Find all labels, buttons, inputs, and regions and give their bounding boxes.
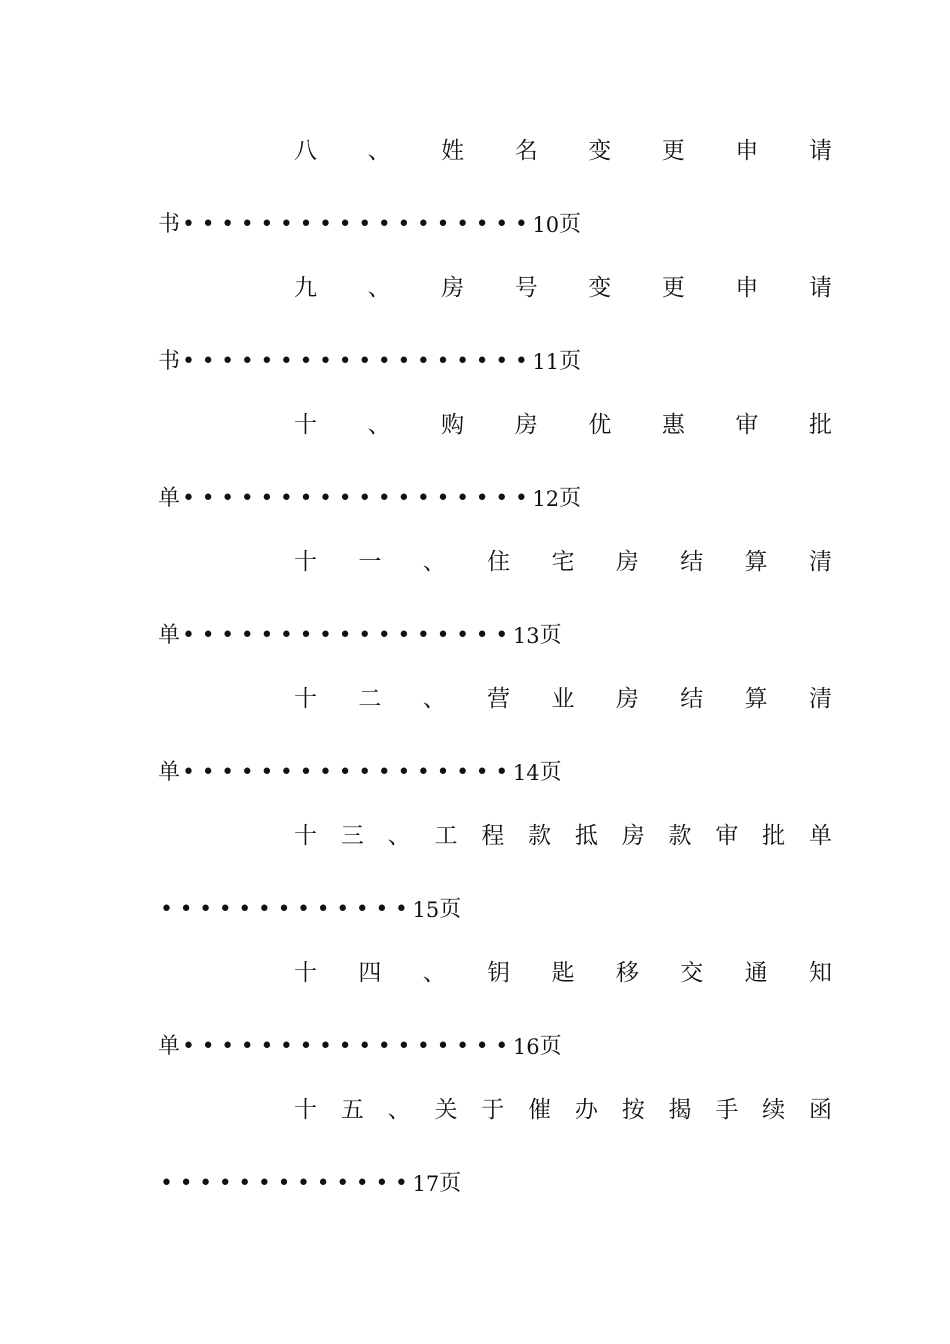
title-char: 姓 <box>441 138 465 164</box>
title-char: 房 <box>615 549 639 575</box>
title-tail-char: 单 <box>158 760 181 785</box>
title-char: 款 <box>528 823 552 849</box>
title-char: 知 <box>809 960 832 986</box>
page-number: 14 <box>512 761 540 785</box>
title-char: 程 <box>481 823 505 849</box>
title-char: 申 <box>735 275 759 301</box>
title-char: 、 <box>422 686 446 712</box>
title-char: 更 <box>661 275 685 301</box>
title-char: 清 <box>809 686 832 712</box>
title-tail-char: 单 <box>158 486 181 511</box>
page-number: 11 <box>532 350 560 374</box>
title-tail-char: 单 <box>158 623 181 648</box>
page-unit: 页 <box>559 349 582 374</box>
title-char: 房 <box>621 823 645 849</box>
title-char: 请 <box>808 275 832 301</box>
title-char: 款 <box>668 823 692 849</box>
title-tail-char: 单 <box>158 1034 181 1059</box>
title-char: 名 <box>514 138 538 164</box>
dot-leader: •••••••••••••••••• <box>182 349 535 374</box>
title-char: 函 <box>808 1097 832 1123</box>
page-unit: 页 <box>439 1171 462 1196</box>
title-char: 惠 <box>661 412 685 438</box>
dot-leader: ••••••••••••• <box>160 897 415 922</box>
title-char: 移 <box>615 960 639 986</box>
title-char: 业 <box>551 686 575 712</box>
title-char: 十 <box>294 960 317 986</box>
page-unit: 页 <box>539 623 562 648</box>
title-char: 申 <box>735 138 759 164</box>
dot-leader: •••••••••••••••••• <box>182 486 535 511</box>
title-char: 算 <box>744 686 768 712</box>
title-char: 变 <box>588 138 612 164</box>
title-char: 单 <box>808 823 832 849</box>
title-char: 二 <box>358 686 382 712</box>
title-char: 清 <box>809 549 832 575</box>
title-tail-char: 书 <box>158 212 181 237</box>
dot-leader: ••••••••••••••••• <box>182 1034 515 1059</box>
title-char: 审 <box>735 412 759 438</box>
page-unit: 页 <box>439 897 462 922</box>
title-char: 结 <box>680 686 704 712</box>
title-char: 审 <box>715 823 739 849</box>
title-char: 请 <box>808 138 832 164</box>
title-char: 五 <box>340 1097 364 1123</box>
title-char: 通 <box>744 960 768 986</box>
title-char: 十 <box>294 549 317 575</box>
title-char: 一 <box>358 549 382 575</box>
page-number: 13 <box>512 624 540 648</box>
title-char: 号 <box>514 275 538 301</box>
title-char: 三 <box>340 823 364 849</box>
title-char: 房 <box>441 275 465 301</box>
title-char: 批 <box>808 412 832 438</box>
title-char: 结 <box>680 549 704 575</box>
title-char: 续 <box>762 1097 786 1123</box>
title-char: 宅 <box>551 549 575 575</box>
title-char: 十 <box>294 1097 317 1123</box>
title-char: 手 <box>715 1097 739 1123</box>
toc-entry-leader-line <box>158 1166 461 1202</box>
title-char: 住 <box>487 549 511 575</box>
title-char: 办 <box>574 1097 598 1123</box>
title-char: 批 <box>762 823 786 849</box>
title-char: 十 <box>294 686 317 712</box>
page-number: 17 <box>412 1172 440 1196</box>
dot-leader: ••••••••••••••••• <box>182 760 515 785</box>
title-char: 十 <box>294 412 317 438</box>
title-char: 于 <box>481 1097 505 1123</box>
title-char: 、 <box>367 412 391 438</box>
title-char: 购 <box>441 412 465 438</box>
page-unit: 页 <box>539 760 562 785</box>
title-char: 算 <box>744 549 768 575</box>
title-char: 十 <box>294 823 317 849</box>
title-char: 四 <box>358 960 382 986</box>
title-tail-char: 书 <box>158 349 181 374</box>
page-number: 12 <box>532 487 560 511</box>
title-char: 房 <box>514 412 538 438</box>
title-char: 、 <box>367 138 391 164</box>
title-char: 钥 <box>487 960 511 986</box>
page-number: 10 <box>532 213 560 237</box>
title-char: 、 <box>387 823 411 849</box>
title-char: 工 <box>434 823 458 849</box>
title-char: 、 <box>422 960 446 986</box>
page-number: 16 <box>512 1035 540 1059</box>
page-unit: 页 <box>559 212 582 237</box>
page-unit: 页 <box>559 486 582 511</box>
title-char: 匙 <box>551 960 575 986</box>
title-char: 交 <box>680 960 704 986</box>
title-char: 更 <box>661 138 685 164</box>
toc-entry <box>0 959 950 1234</box>
title-char: 催 <box>528 1097 552 1123</box>
title-char: 抵 <box>574 823 598 849</box>
title-char: 揭 <box>668 1097 692 1123</box>
title-char: 八 <box>294 138 317 164</box>
title-char: 优 <box>588 412 612 438</box>
title-char: 、 <box>367 275 391 301</box>
dot-leader: •••••••••••••••••• <box>182 212 535 237</box>
title-char: 关 <box>434 1097 458 1123</box>
title-char: 营 <box>487 686 511 712</box>
dot-leader: ••••••••••••••••• <box>182 623 515 648</box>
dot-leader: ••••••••••••• <box>160 1171 415 1196</box>
title-char: 按 <box>621 1097 645 1123</box>
toc-entry-title <box>294 1092 832 1128</box>
page-number: 15 <box>412 898 440 922</box>
title-char: 九 <box>294 275 317 301</box>
title-char: 、 <box>387 1097 411 1123</box>
title-char: 变 <box>588 275 612 301</box>
title-char: 、 <box>422 549 446 575</box>
title-char: 房 <box>615 686 639 712</box>
page-unit: 页 <box>539 1034 562 1059</box>
